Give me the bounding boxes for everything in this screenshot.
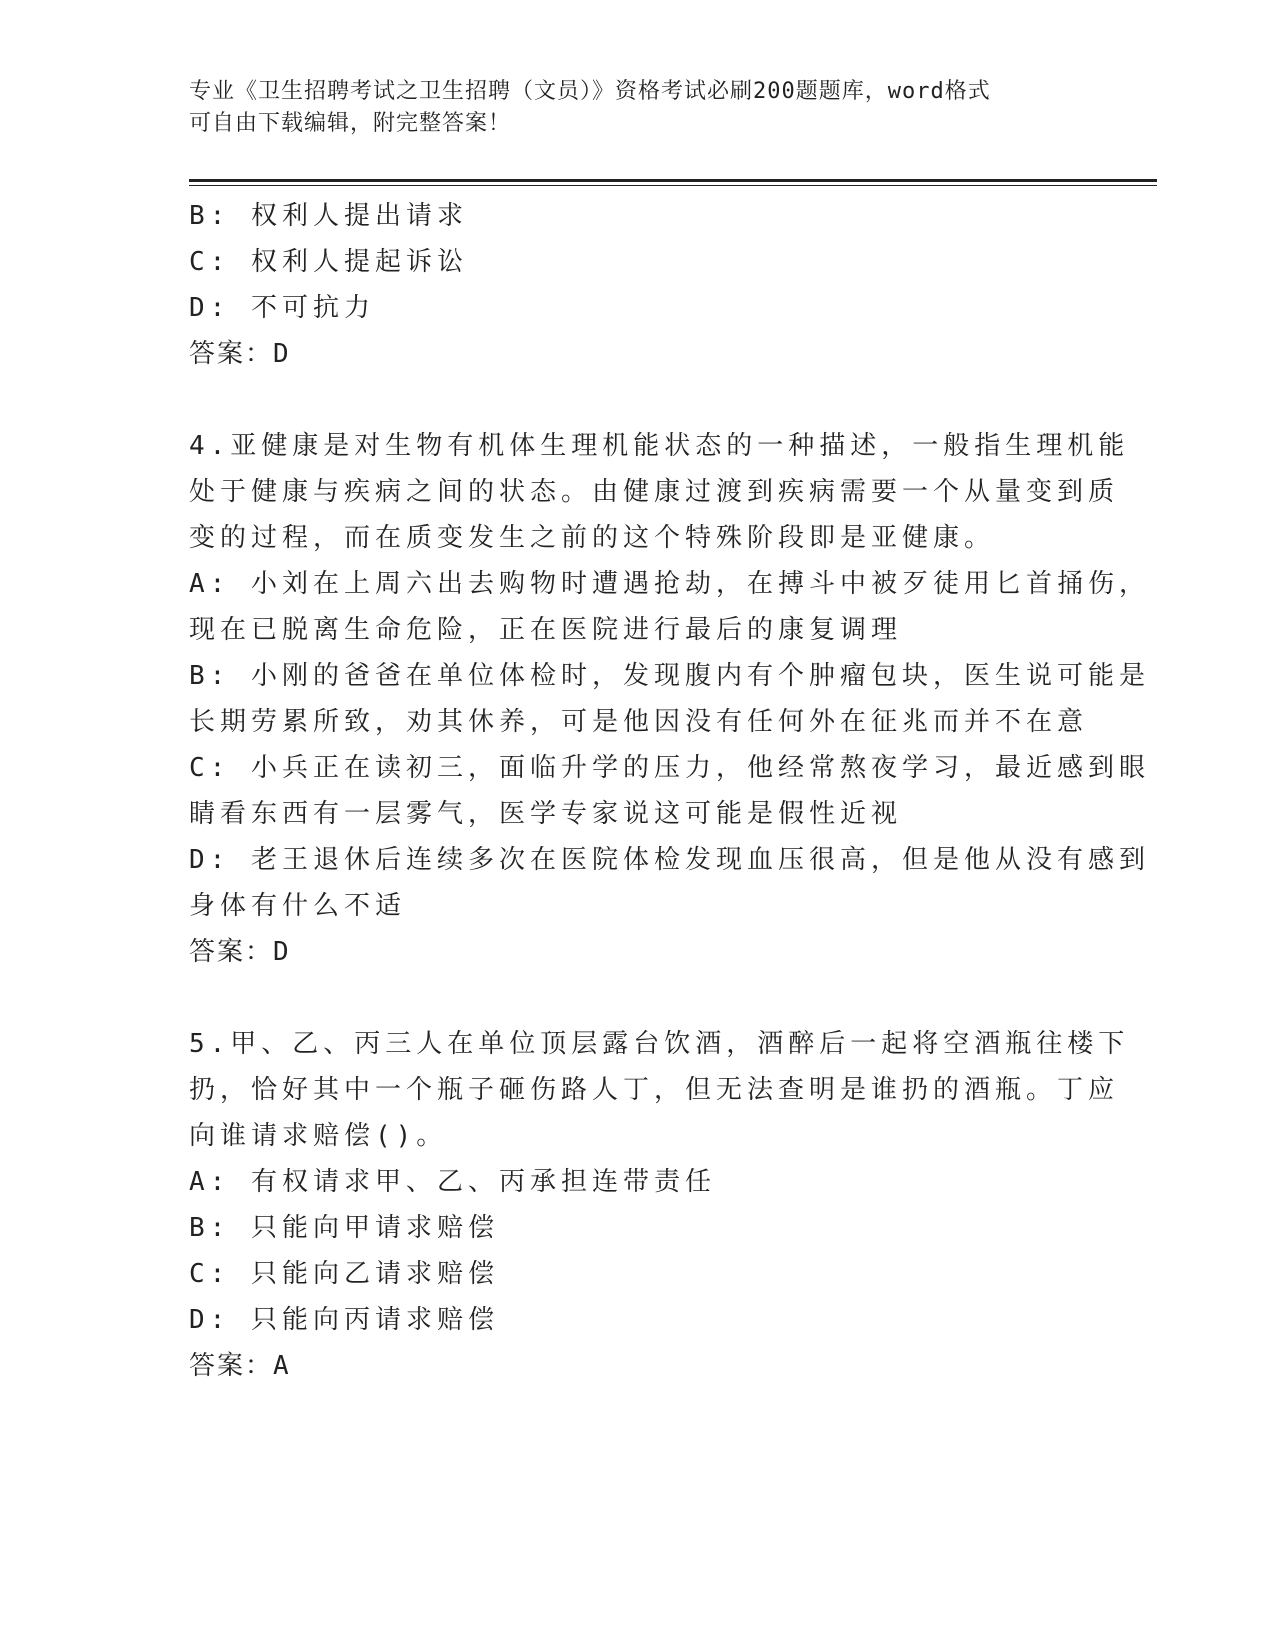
q3-option-b: B: 权利人提出请求: [189, 201, 468, 231]
spacer: [189, 377, 1089, 423]
header-divider-thick: [189, 179, 1157, 182]
question-4-block: [189, 423, 1150, 975]
q4-stem-line: 处于健康与疾病之间的状态。由健康过渡到疾病需要一个从量变到质: [189, 477, 1120, 507]
q4-option-a: A: 小刘在上周六出去购物时遭遇抢劫，在搏斗中被歹徒用匕首捅伤，: [189, 569, 1150, 599]
q5-option-b: B: 只能向甲请求赔偿: [189, 1213, 499, 1243]
q4-answer: 答案：D: [189, 937, 291, 967]
q5-stem-line: 扔，恰好其中一个瓶子砸伤路人丁，但无法查明是谁扔的酒瓶。丁应: [189, 1075, 1120, 1105]
q4-option-d: D: 老王退休后连续多次在医院体检发现血压很高，但是他从没有感到: [189, 845, 1150, 875]
question-5-block: [189, 1021, 1130, 1389]
q4-option-b: B: 小刚的爸爸在单位体检时，发现腹内有个肿瘤包块，医生说可能是: [189, 661, 1150, 691]
q4-stem-line: 4.亚健康是对生物有机体生理机能状态的一种描述，一般指生理机能: [189, 431, 1130, 461]
q3-option-c: C: 权利人提起诉讼: [189, 247, 468, 277]
q5-stem-line: 向谁请求赔偿()。: [189, 1121, 448, 1151]
document-header: [189, 76, 1069, 140]
question-3-block: [189, 193, 1089, 377]
q4-option-a-cont: 现在已脱离生命危险，正在医院进行最后的康复调理: [189, 615, 903, 645]
q3-option-d: D: 不可抗力: [189, 293, 375, 323]
q5-option-c: C: 只能向乙请求赔偿: [189, 1259, 499, 1289]
q4-stem-line: 变的过程，而在质变发生之前的这个特殊阶段即是亚健康。: [189, 523, 996, 553]
q5-answer: 答案：A: [189, 1351, 291, 1381]
q5-option-d: D: 只能向丙请求赔偿: [189, 1305, 499, 1335]
spacer: [189, 975, 1089, 1021]
document-body: [189, 193, 1150, 1389]
header-line-2: 可自由下载编辑，附完整答案！: [189, 111, 512, 136]
q5-option-a: A: 有权请求甲、乙、丙承担连带责任: [189, 1167, 716, 1197]
q4-option-b-cont: 长期劳累所致，劝其休养，可是他因没有任何外在征兆而并不在意: [189, 707, 1089, 737]
q4-option-c: C: 小兵正在读初三，面临升学的压力，他经常熬夜学习，最近感到眼: [189, 753, 1150, 783]
q3-answer: 答案：D: [189, 339, 291, 369]
q5-stem-line: 5.甲、乙、丙三人在单位顶层露台饮酒，酒醉后一起将空酒瓶往楼下: [189, 1029, 1130, 1059]
q4-option-d-cont: 身体有什么不适: [189, 891, 407, 921]
header-divider-thin: [189, 185, 1157, 186]
q4-option-c-cont: 睛看东西有一层雾气，医学专家说这可能是假性近视: [189, 799, 903, 829]
header-line-1: 专业《卫生招聘考试之卫生招聘（文员）》资格考试必刷200题题库，word格式: [189, 79, 991, 104]
